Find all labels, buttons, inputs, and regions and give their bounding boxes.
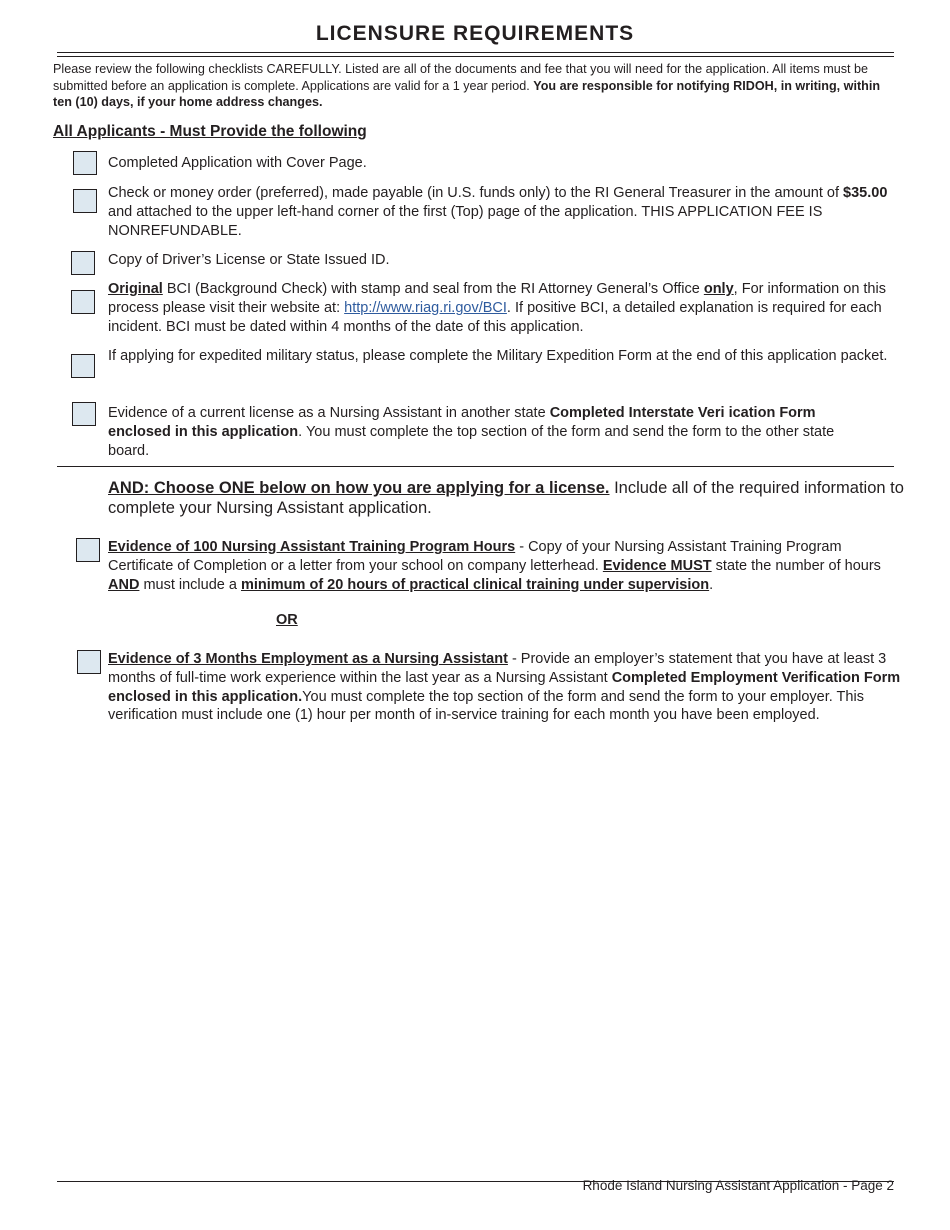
and-rest: Include all of the required information to complete your Nursing Assistant application. bbox=[108, 479, 904, 517]
training-heading: Evidence of 100 Nursing Assistant Training Program Hours bbox=[108, 539, 516, 555]
section-divider bbox=[57, 466, 894, 467]
option-training-hours bbox=[108, 538, 903, 594]
interstate-bold: Completed Interstate Veri ication Form enclosed in this application bbox=[108, 405, 816, 440]
checkbox-interstate[interactable] bbox=[72, 402, 96, 426]
bci-text-a: BCI (Background Check) with stamp and seal from the RI Attorney General’s Office bbox=[162, 281, 704, 297]
training-text-d: . bbox=[709, 576, 714, 593]
interstate-text-b: . You must complete the top section of the form and send the form to the other state board. bbox=[108, 423, 835, 459]
employment-text-a: - Provide an employer’s statement that you have at least 3 months of full-time work experience within the last year as a Nursing Assistant bbox=[108, 651, 887, 686]
or-label: OR bbox=[276, 612, 298, 628]
item-bci bbox=[108, 280, 903, 336]
bci-original: Original bbox=[108, 281, 163, 297]
section-heading: All Applicants - Must Provide the following bbox=[53, 123, 367, 140]
item-military-text: If applying for expedited military status, please complete the Military Expedition Form at the end of this application packet. bbox=[108, 348, 888, 364]
intro-paragraph bbox=[53, 61, 893, 111]
option-employment bbox=[108, 650, 918, 725]
page-title: LICENSURE REQUIREMENTS bbox=[315, 22, 635, 45]
checkbox-military[interactable] bbox=[71, 354, 95, 378]
training-must: Evidence MUST bbox=[602, 557, 712, 574]
item-fee bbox=[108, 184, 903, 240]
training-text-c: must include a bbox=[139, 576, 241, 593]
intro-bold-text: You are responsible for notifying RIDOH, in writing, within ten (10) days, if your home address changes. bbox=[53, 78, 881, 109]
and-instruction bbox=[108, 478, 908, 518]
training-text-a: - Copy of your Nursing Assistant Training Program Certificate of Completion or a letter from your school on company letterhead. bbox=[108, 539, 842, 574]
title-rule-bottom bbox=[57, 56, 894, 57]
checkbox-training-hours[interactable] bbox=[76, 538, 100, 562]
checkbox-employment[interactable] bbox=[77, 650, 101, 674]
employment-bold: Completed Employment Verification Form enclosed in this application. bbox=[108, 669, 901, 705]
title-rule-top bbox=[57, 52, 894, 53]
checkbox-fee[interactable] bbox=[73, 189, 97, 213]
item-id bbox=[108, 251, 903, 270]
fee-amount: $35.00 bbox=[843, 185, 888, 201]
checkbox-cover-page[interactable] bbox=[73, 151, 97, 175]
training-and: AND bbox=[108, 576, 140, 593]
page-footer: Rhode Island Nursing Assistant Application - Page 2 bbox=[582, 1178, 894, 1193]
checkbox-bci[interactable] bbox=[71, 290, 95, 314]
training-minimum: minimum of 20 hours of practical clinical training under supervision bbox=[240, 576, 710, 593]
fee-text-b: and attached to the upper left-hand corner of the first (Top) page of the application. THIS APPLICATION FEE IS NONREFUNDABLE. bbox=[108, 203, 823, 239]
and-lead: AND: Choose ONE below on how you are applying for a license. bbox=[108, 479, 610, 497]
item-military bbox=[108, 347, 903, 366]
fee-text-a: Check or money order (preferred), made payable (in U.S. funds only) to the RI General Treasurer in the amount of bbox=[108, 185, 844, 201]
employment-heading: Evidence of 3 Months Employment as a Nursing Assistant bbox=[108, 651, 508, 667]
item-id-text: Copy of Driver’s License or State Issued ID. bbox=[108, 252, 390, 268]
training-text-b: state the number of hours bbox=[711, 557, 881, 574]
bci-only: only bbox=[703, 281, 734, 297]
interstate-text-a: Evidence of a current license as a Nursing Assistant in another state bbox=[108, 405, 550, 421]
bci-text-b: , For information on this process please visit their website at: bbox=[108, 281, 886, 316]
bci-website-link[interactable]: http://www.riag.ri.gov/BCI bbox=[344, 299, 507, 316]
item-cover-page bbox=[108, 154, 903, 173]
item-cover-page-text: Completed Application with Cover Page. bbox=[108, 155, 367, 171]
bci-text-c: . If positive BCI, a detailed explanation is required for each incident. BCI must be dated within 4 months of the date of this application. bbox=[108, 299, 882, 335]
checkbox-id[interactable] bbox=[71, 251, 95, 275]
intro-text: Please review the following checklists CAREFULLY. Listed are all of the documents and fee that you will need for the application. All items must be submitted before an application is complete. Applications are valid for a 1 year period. bbox=[53, 62, 869, 93]
item-interstate bbox=[108, 404, 863, 460]
employment-text-b: You must complete the top section of the form and send the form to your employer. This verification must include one (1) hour per month of in-service training for each month you have been employed. bbox=[108, 688, 864, 724]
